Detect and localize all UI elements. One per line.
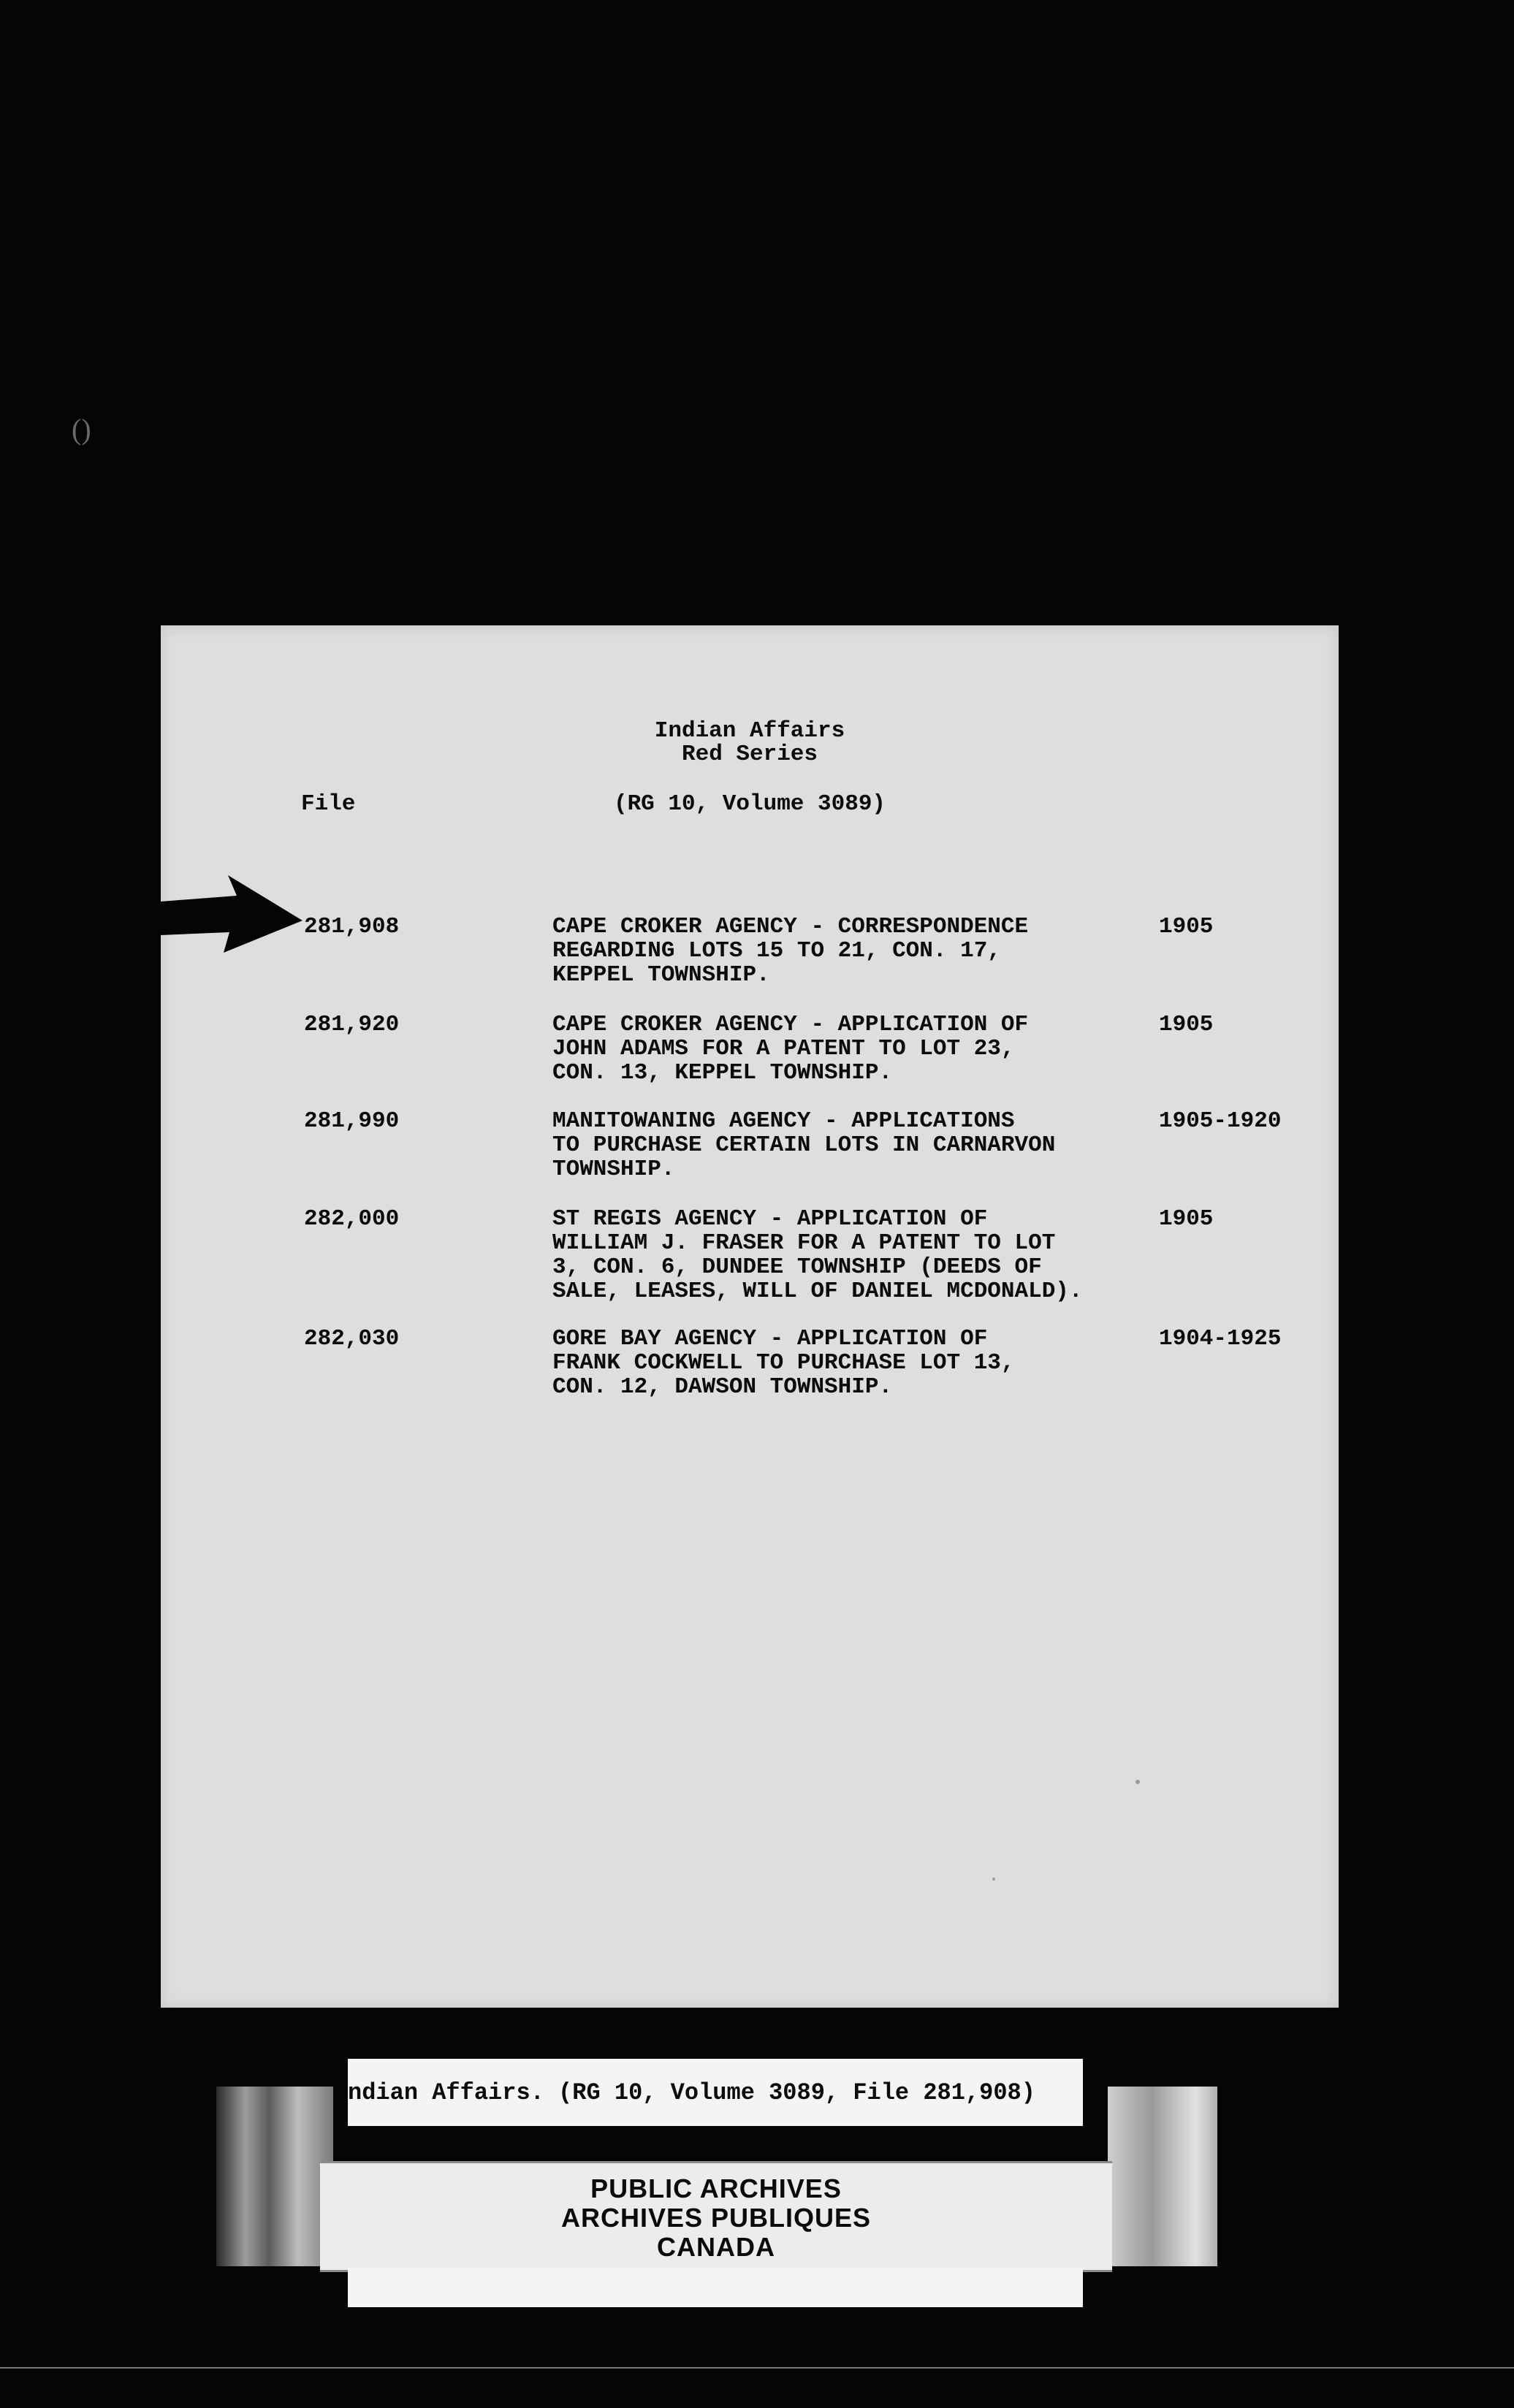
entry-description: ST REGIS AGENCY - APPLICATION OF WILLIAM J. FRASER FOR A PATENT TO LOT 3, CON. 6, DUNDEE TOWNSHIP (DEEDS OF SALE, LEASES, WILL OF DANIEL MCDONALD).: [552, 1206, 1083, 1304]
entry-dates: 1905-1920: [1159, 1108, 1282, 1134]
entry-file-number: 282,030: [304, 1326, 400, 1352]
entry-file-number: 281,990: [304, 1108, 400, 1134]
entry-file-number: 281,908: [304, 914, 400, 940]
stamp-line-3: CANADA: [657, 2232, 775, 2262]
microfilm-label: [348, 2059, 1083, 2126]
arrow-pointing-right-icon: [161, 874, 307, 954]
entry-description: MANITOWANING AGENCY - APPLICATIONS TO PURCHASE CERTAIN LOTS IN CARNARVON TOWNSHIP.: [552, 1108, 1056, 1182]
entry-description: GORE BAY AGENCY - APPLICATION OF FRANK COCKWELL TO PURCHASE LOT 13, CON. 12, DAWSON TOWNSHIP.: [552, 1326, 1015, 1400]
file-column-label: File: [301, 791, 356, 817]
header-series: Red Series: [681, 742, 818, 767]
entry-description: CAPE CROKER AGENCY - CORRESPONDENCE REGARDING LOTS 15 TO 21, CON. 17, KEPPEL TOWNSHIP.: [552, 914, 1029, 988]
film-edge-right: [1108, 2087, 1217, 2266]
microfilm-label-text: ndian Affairs. (RG 10, Volume 3089, File 281,908): [348, 2079, 1035, 2106]
stamp-line-2: ARCHIVES PUBLIQUES: [560, 2203, 872, 2233]
entry-description: CAPE CROKER AGENCY - APPLICATION OF JOHN ADAMS FOR A PATENT TO LOT 23, CON. 13, KEPPEL TOWNSHIP.: [552, 1012, 1029, 1086]
entry-file-number: 281,920: [304, 1012, 400, 1037]
document-page: [161, 625, 1339, 2008]
film-frame-line: [0, 2367, 1514, 2369]
entry-dates: 1905: [1159, 914, 1214, 940]
corner-pencil-mark: (): [72, 413, 91, 446]
paper-speck: [1136, 1780, 1140, 1784]
paper-speck: [992, 1878, 995, 1881]
entry-dates: 1904-1925: [1159, 1326, 1282, 1352]
entry-dates: 1905: [1159, 1206, 1214, 1232]
film-edge-left: [216, 2087, 333, 2266]
entry-file-number: 282,000: [304, 1206, 400, 1232]
header-title: Indian Affairs: [654, 718, 845, 744]
entry-dates: 1905: [1159, 1012, 1214, 1037]
archives-stamp: [320, 2161, 1112, 2272]
microfilm-label-lower: [348, 2268, 1083, 2307]
stamp-line-1: PUBLIC ARCHIVES: [590, 2173, 842, 2203]
header-volume: (RG 10, Volume 3089): [613, 791, 886, 817]
